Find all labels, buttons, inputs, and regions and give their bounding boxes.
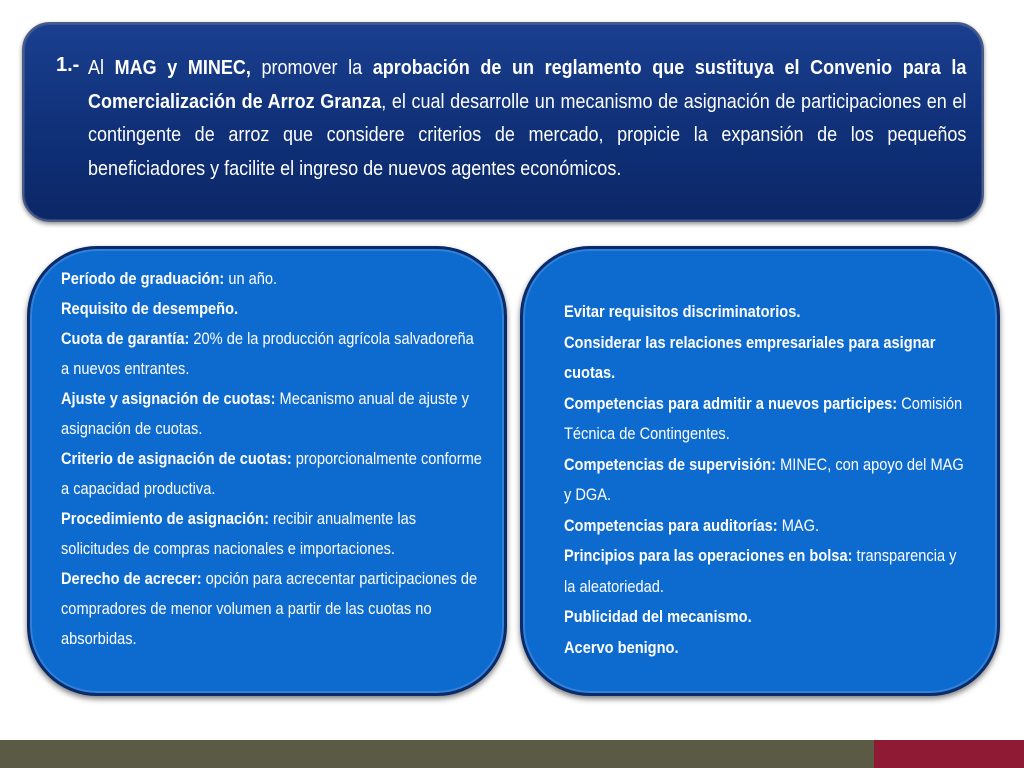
item-label: Procedimiento de asignación: bbox=[61, 509, 269, 528]
item-text: transparencia y la aleatoriedad. bbox=[564, 546, 957, 596]
item-label: Ajuste y asignación de cuotas: bbox=[61, 389, 276, 408]
header-segment: , el cual desarrolle un mecanismo de asignación de participaciones en el contingente de arroz que considere criterios de mercado, propicie la expansión de los pequeños beneficiadores y facilite el ingreso de nuevos agentes económicos. bbox=[88, 90, 967, 180]
list-item bbox=[564, 633, 968, 664]
item-label: Principios para las operaciones en bolsa: bbox=[564, 546, 853, 565]
list-item bbox=[61, 564, 482, 654]
item-text: un año. bbox=[224, 269, 278, 288]
list-item bbox=[564, 297, 968, 328]
item-label: Considerar las relaciones empresariales para asignar cuotas. bbox=[564, 332, 936, 382]
header-segment: Al bbox=[88, 57, 115, 79]
footer-bar-olive bbox=[0, 740, 874, 768]
item-label: Acervo benigno. bbox=[564, 637, 679, 657]
item-label: Publicidad del mecanismo. bbox=[564, 607, 752, 626]
list-item bbox=[564, 389, 968, 450]
list-item bbox=[61, 504, 482, 564]
recommendation-text bbox=[88, 52, 966, 186]
list-item bbox=[61, 384, 482, 444]
item-label: Competencias de supervisión: bbox=[564, 454, 777, 474]
item-text: proporcionalmente conforme a capacidad productiva. bbox=[61, 449, 482, 498]
item-text: opción para acrecentar participaciones de compradores de menor volumen a partir de las cuotas no absorbidas. bbox=[61, 569, 478, 648]
list-item bbox=[61, 324, 482, 384]
list-item bbox=[564, 511, 968, 542]
item-label: Derecho de acrecer: bbox=[61, 569, 202, 588]
header-segment: promover la bbox=[250, 57, 373, 79]
item-label: Evitar requisitos discriminatorios. bbox=[564, 302, 801, 321]
item-text: MAG. bbox=[777, 515, 820, 535]
list-item bbox=[564, 541, 968, 602]
item-label: Criterio de asignación de cuotas: bbox=[61, 449, 292, 468]
recommendation-number: 1.- bbox=[56, 54, 80, 76]
item-label: Competencias para auditorías: bbox=[564, 515, 778, 535]
item-label: Cuota de garantía: bbox=[61, 329, 190, 348]
item-label: Período de graduación: bbox=[61, 269, 225, 288]
header-segment-bold: aprobación de un reglamento que sustituya el Convenio para la Comercialización de Arroz Granza bbox=[88, 57, 967, 113]
item-label: Requisito de desempeño. bbox=[61, 299, 239, 318]
list-item bbox=[564, 328, 968, 389]
item-text: MINEC, con apoyo del MAG y DGA. bbox=[564, 454, 964, 504]
item-text: Comisión Técnica de Contingentes. bbox=[564, 393, 963, 443]
item-text: 20% de la producción agrícola salvadoreña a nuevos entrantes. bbox=[61, 329, 474, 378]
list-item bbox=[564, 450, 968, 511]
left-criteria-card bbox=[27, 246, 507, 696]
list-item bbox=[61, 444, 482, 504]
right-criteria-card bbox=[520, 246, 1000, 696]
list-item bbox=[61, 294, 482, 324]
right-criteria-list bbox=[564, 297, 968, 663]
footer-bar-red bbox=[874, 740, 1024, 768]
item-text: recibir anualmente las solicitudes de compras nacionales e importaciones. bbox=[61, 509, 417, 558]
list-item bbox=[61, 264, 482, 294]
header-segment-bold: MAG y MINEC, bbox=[114, 57, 251, 79]
recommendation-header bbox=[22, 22, 984, 222]
item-text: Mecanismo anual de ajuste y asignación de cuotas. bbox=[61, 389, 469, 438]
left-criteria-list bbox=[61, 264, 482, 654]
list-item bbox=[564, 602, 968, 633]
item-label: Competencias para admitir a nuevos participes: bbox=[564, 393, 898, 413]
